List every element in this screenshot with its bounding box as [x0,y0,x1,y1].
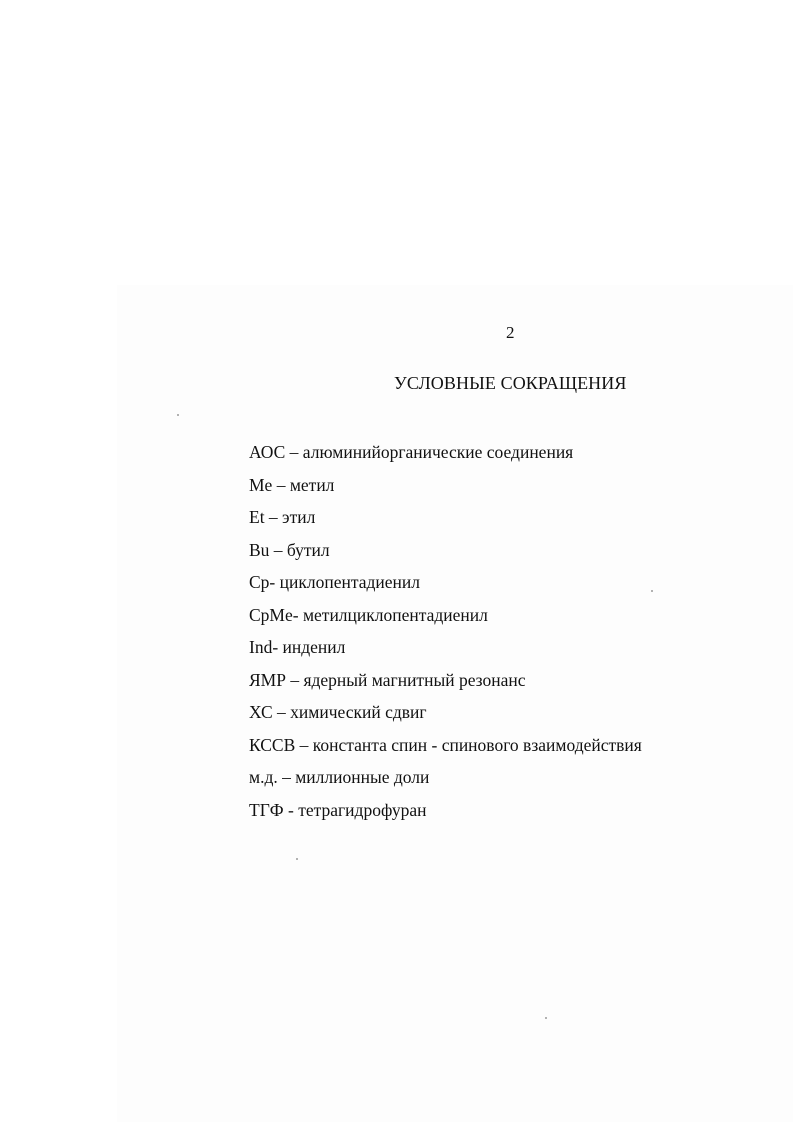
abbreviation-item: ТГФ - тетрагидрофуран [249,799,427,820]
abbreviation-item: КССВ – константа спин - спинового взаимодействия [249,734,642,755]
abbreviation-item: CpMe- метилциклопентадиенил [249,604,488,625]
abbreviation-item: Ind- инденил [249,637,346,657]
page-title: УСЛОВНЫЕ СОКРАЩЕНИЯ [394,373,627,393]
abbreviation-item: ХС – химический сдвиг [249,702,427,722]
abbreviation-item: Me – метил [249,474,335,495]
abbreviation-item: м.д. – миллионные доли [249,767,430,787]
page-number: 2 [506,323,515,342]
scan-speck [177,414,179,416]
abbreviation-item: Bu – бутил [249,539,330,560]
scan-speck [545,1017,547,1019]
scan-speck [296,858,298,860]
abbreviation-item: Et – этил [249,507,316,527]
scan-speck [651,590,653,592]
abbreviation-item: АОС – алюминийорганические соединения [249,442,574,462]
abbreviation-item: Cp- циклопентадиенил [249,572,420,592]
abbreviation-item: ЯМР – ядерный магнитный резонанс [249,669,526,690]
abbreviations-list [249,436,642,826]
